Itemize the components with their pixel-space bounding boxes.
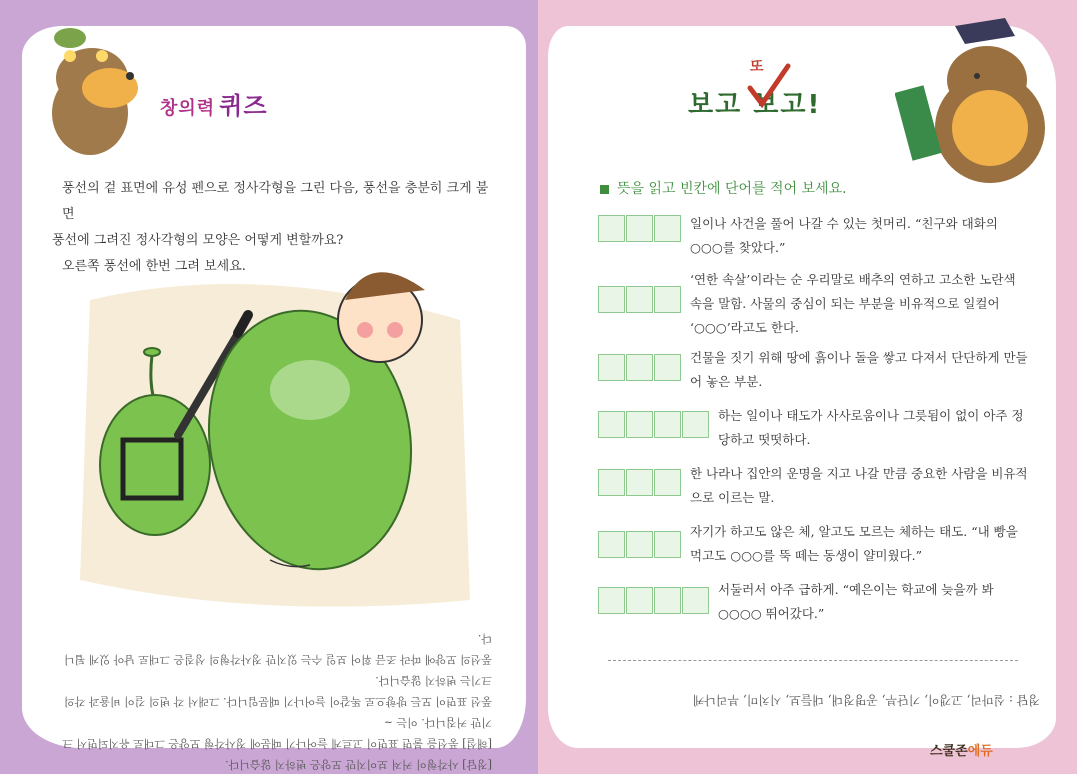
answer-key-upside-down: 정답 : 실마리, 고갱이, 기단부, 공명정대, 대들보, 시치미, 부리나케 bbox=[692, 693, 1040, 707]
answer-box[interactable] bbox=[654, 286, 681, 313]
item-definition: 서둘러서 아주 급하게. “예은이는 학교에 늦을까 봐 ○○○○ 뛰어갔다.” bbox=[718, 582, 994, 621]
answer-box[interactable] bbox=[626, 411, 653, 438]
item-definition: 자기가 하고도 않은 체, 알고도 모르는 체하는 태도. “내 빵을 먹고도 ○○○를 뚝 떼는 동생이 얄미웠다.” bbox=[690, 524, 1018, 563]
brand-logo bbox=[930, 740, 993, 759]
answer-boxes[interactable] bbox=[598, 411, 710, 438]
answer-boxes[interactable] bbox=[598, 587, 710, 614]
quiz-title-sub: 창의력 bbox=[160, 98, 216, 119]
answer-box[interactable] bbox=[598, 587, 625, 614]
instruction-text: 뜻을 읽고 빈칸에 단어를 적어 보세요. bbox=[617, 181, 847, 197]
answer-box[interactable] bbox=[598, 469, 625, 496]
quiz-answer-upside-down bbox=[52, 628, 492, 775]
answer-box[interactable] bbox=[598, 531, 625, 558]
bear-reading-icon bbox=[895, 18, 1045, 188]
answer-boxes[interactable] bbox=[598, 286, 682, 313]
answer-box[interactable] bbox=[654, 215, 681, 242]
balloon-illustration bbox=[60, 240, 480, 620]
answer-box[interactable] bbox=[626, 469, 653, 496]
answer-box[interactable] bbox=[654, 587, 681, 614]
item-definition: 한 나라나 집안의 운명을 지고 나갈 만큼 중요한 사람을 비유적으로 이르는 말. bbox=[690, 466, 1028, 505]
checkmark-icon bbox=[742, 60, 792, 110]
answer-boxes[interactable] bbox=[598, 469, 682, 496]
answer-box[interactable] bbox=[598, 215, 625, 242]
quiz-title-main: 퀴즈 bbox=[219, 92, 268, 120]
answer-box[interactable] bbox=[682, 411, 709, 438]
answer-box[interactable] bbox=[598, 411, 625, 438]
answer-box[interactable] bbox=[626, 587, 653, 614]
answer-box[interactable] bbox=[626, 354, 653, 381]
answer-box[interactable] bbox=[626, 531, 653, 558]
item-definition: ‘연한 속살’이라는 순 우리말로 배추의 연하고 고소한 노란색 속을 말함. 사물의 중심이 되는 부분을 비유적으로 일컬어 ‘○○○’라고도 한다. bbox=[690, 272, 1016, 335]
bear-mascot-icon bbox=[30, 18, 150, 158]
divider bbox=[608, 660, 1018, 661]
quiz-paragraph-3: 오른쪽 풍선에 한번 그려 보세요. bbox=[62, 259, 246, 274]
answer-boxes[interactable] bbox=[598, 215, 682, 242]
answer-box[interactable] bbox=[682, 587, 709, 614]
answer-box[interactable] bbox=[626, 215, 653, 242]
quiz-title bbox=[160, 86, 268, 121]
quiz-paragraph-2: 풍선에 그려진 정사각형의 모양은 어떻게 변할까요? bbox=[52, 233, 344, 248]
answer-boxes[interactable] bbox=[598, 531, 682, 558]
answer-boxes[interactable] bbox=[598, 354, 682, 381]
answer-box[interactable] bbox=[654, 354, 681, 381]
logo-text: 보고 보고! bbox=[688, 90, 822, 120]
answer-line: [해설] 풍선을 불면 표면이 고르게 늘어나기 때문에 정사각형 모양은 그대로 유지되면서 크기만 커집니다. 이는 ~ bbox=[62, 716, 492, 750]
answer-line: 풍선 표면이 모든 방향으로 똑같이 늘어나기 때문입니다. 그래서 각 변의 길이 비율과 각의 크기는 변하지 않습니다. bbox=[64, 674, 492, 708]
item-definition: 건물을 짓기 위해 땅에 흙이나 돌을 쌓고 다져서 단단하게 만들어 놓은 부분. bbox=[690, 350, 1028, 389]
instruction bbox=[600, 178, 847, 198]
answer-box[interactable] bbox=[654, 469, 681, 496]
item-definition: 일이나 사건을 풀어 나갈 수 있는 첫머리. “친구와 대화의 ○○○를 찾았다.” bbox=[690, 216, 998, 255]
answer-box[interactable] bbox=[654, 531, 681, 558]
answer-box[interactable] bbox=[626, 286, 653, 313]
answer-line: 풍선의 모양에 따라 조금 휘어 보일 수는 있지만 정사각형의 성질은 그대로 남아 있게 됩니다. bbox=[64, 632, 492, 666]
logo-mark: 또 bbox=[750, 59, 766, 75]
answer-box[interactable] bbox=[598, 354, 625, 381]
answer-box[interactable] bbox=[654, 411, 681, 438]
brand-main: 스쿨존 bbox=[930, 744, 968, 759]
quiz-paragraph-1: 풍선의 겉 표면에 유성 펜으로 정사각형을 그린 다음, 풍선을 충분히 크게 불면 bbox=[62, 181, 489, 222]
answer-line: [정답] 사각형이 커져 보이지만 모양은 변하지 않습니다. bbox=[225, 758, 492, 771]
item-definition: 하는 일이나 태도가 사사로움이나 그릇됨이 없이 아주 정당하고 떳떳하다. bbox=[718, 408, 1024, 447]
answer-box[interactable] bbox=[598, 286, 625, 313]
bullet-icon bbox=[600, 185, 609, 194]
brand-edu: 에듀 bbox=[967, 744, 993, 759]
